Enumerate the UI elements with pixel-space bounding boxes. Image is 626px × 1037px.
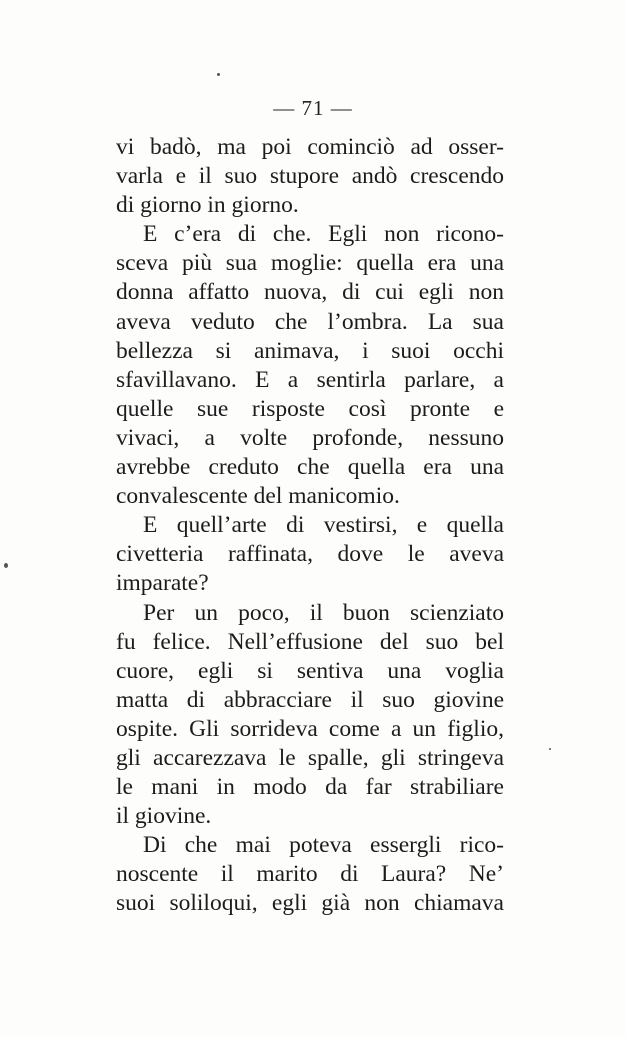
page-number: — 71 — <box>273 96 353 120</box>
text-line: quelle sue risposte così pronte e <box>116 395 504 422</box>
text-line: di giorno in giorno. <box>116 192 299 219</box>
text-line: donna affatto nuova, di cui egli non <box>116 279 504 306</box>
body-text <box>116 133 504 919</box>
text-line: suoi soliloqui, egli già non chiamava <box>116 890 504 917</box>
text-line: bellezza si animava, i suoi occhi <box>116 337 504 364</box>
text-line: sceva più sua moglie: quella era una <box>116 250 504 277</box>
text-line: noscente il marito di Laura? Ne’ <box>116 861 504 888</box>
text-line: le mani in modo da far strabiliare <box>116 774 504 801</box>
text-line: imparate? <box>116 570 209 597</box>
ink-speck <box>4 563 8 568</box>
text-line: civetteria raffinata, dove le aveva <box>116 541 504 568</box>
text-line: E c’era di che. Egli non ricono- <box>143 221 504 248</box>
text-line: fu felice. Nell’effusione del suo bel <box>116 628 504 655</box>
ink-speck <box>549 748 551 750</box>
text-line: E quell’arte di vestirsi, e quella <box>143 512 504 539</box>
text-line: avrebbe creduto che quella era una <box>116 454 504 481</box>
text-line: vivaci, a volte profonde, nessuno <box>116 424 504 451</box>
text-line: Di che mai poteva essergli rico- <box>143 832 504 859</box>
text-line: convalescente del manicomio. <box>116 483 400 510</box>
text-line: matta di abbracciare il suo giovine <box>116 686 504 713</box>
text-line: cuore, egli si sentiva una voglia <box>116 657 504 684</box>
ink-speck <box>217 73 220 76</box>
text-line: gli accarezzava le spalle, gli stringeva <box>116 744 504 771</box>
text-line: aveva veduto che l’ombra. La sua <box>116 308 504 335</box>
text-line: varla e il suo stupore andò crescendo <box>116 163 504 190</box>
text-line: vi badò, ma poi cominciò ad osser- <box>116 134 504 160</box>
text-line: sfavillavano. E a sentirla parlare, a <box>116 366 504 393</box>
text-line: Per un poco, il buon scienziato <box>143 599 504 626</box>
text-line: il giovine. <box>116 803 212 830</box>
text-line: ospite. Gli sorrideva come a un figlio, <box>116 715 504 742</box>
